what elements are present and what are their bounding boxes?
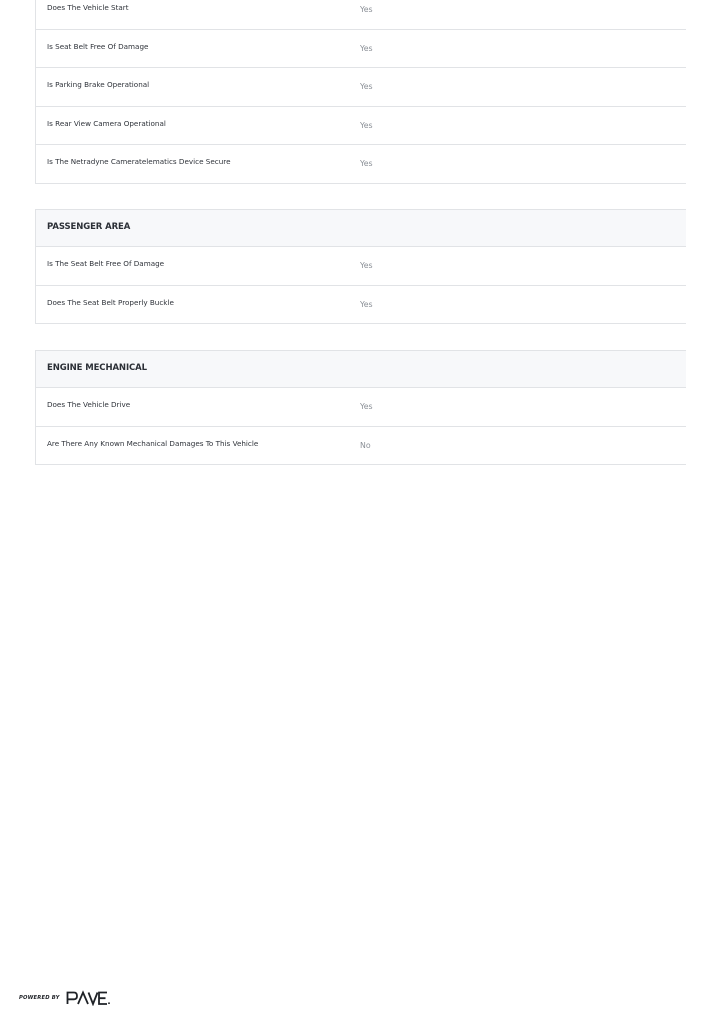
inspection-row xyxy=(36,107,686,146)
inspection-answer: No xyxy=(360,440,371,450)
inspection-answer: Yes xyxy=(360,159,373,168)
inspection-question: Is Parking Brake Operational xyxy=(47,80,150,89)
inspection-question: Does The Seat Belt Properly Buckle xyxy=(47,297,174,307)
inspection-question: Is Seat Belt Free Of Damage xyxy=(47,41,149,51)
section-title: PASSENGER AREA xyxy=(47,222,131,232)
inspection-answer: Yes xyxy=(360,299,373,309)
inspection-answer: Yes xyxy=(360,261,373,270)
inspection-answer: Yes xyxy=(360,43,373,53)
inspection-answer: Yes xyxy=(360,82,373,91)
inspection-answer: Yes xyxy=(360,402,373,411)
inspection-section-continued xyxy=(35,0,686,184)
inspection-question: Does The Vehicle Start xyxy=(47,3,129,12)
inspection-question: Is The Netradyne Cameratelematics Device Secure xyxy=(47,157,231,166)
inspection-question: Does The Vehicle Drive xyxy=(47,400,131,409)
section-header xyxy=(36,209,686,247)
inspection-question: Are There Any Known Mechanical Damages To This Vehicle xyxy=(47,438,259,448)
inspection-answer: Yes xyxy=(360,120,373,130)
inspection-row xyxy=(36,247,686,286)
engine-mechanical-section xyxy=(35,350,686,465)
inspection-answer: Yes xyxy=(360,5,373,14)
passenger-area-section xyxy=(35,209,686,324)
inspection-row xyxy=(36,388,686,427)
powered-by-label: POWERED BY xyxy=(19,995,60,1001)
inspection-question: Is The Seat Belt Free Of Damage xyxy=(47,259,165,268)
inspection-row xyxy=(36,30,686,69)
section-title: ENGINE MECHANICAL xyxy=(47,363,147,373)
section-header xyxy=(36,350,686,388)
inspection-row xyxy=(36,0,686,30)
inspection-row xyxy=(36,145,686,184)
inspection-question: Is Rear View Camera Operational xyxy=(47,118,166,128)
inspection-row xyxy=(36,427,686,466)
pave-logo xyxy=(66,990,110,1006)
inspection-row xyxy=(36,286,686,325)
inspection-row xyxy=(36,68,686,107)
